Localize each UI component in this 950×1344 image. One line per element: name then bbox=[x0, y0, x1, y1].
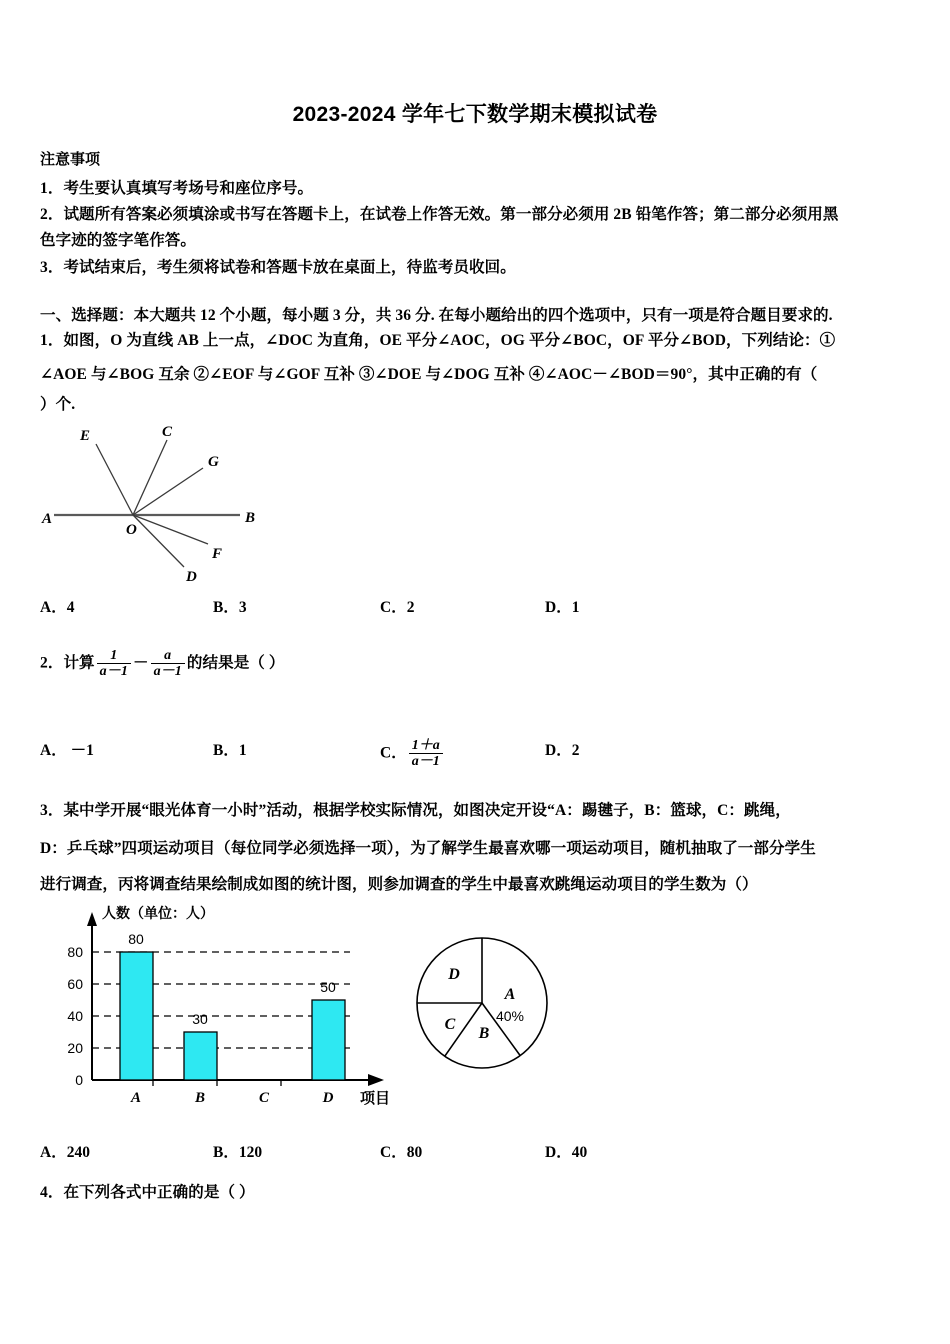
question-3-line-2: D：乒乓球”四项运动项目（每位同学必须选择一项），为了解学生最喜欢哪一项运动项目，随机抽取了一部分学生 bbox=[40, 840, 816, 857]
question-2-minus-sign: － bbox=[132, 654, 149, 672]
question-2-fraction-1 bbox=[97, 648, 131, 679]
question-1-option-c[interactable]: C．2 bbox=[380, 599, 415, 616]
page-title: 2023-2024 学年七下数学期末模拟试卷 bbox=[292, 103, 658, 126]
question-2-stem bbox=[40, 648, 284, 679]
notice-item-2: 2．试题所有答案必须填涂或书写在答题卡上，在试卷上作答无效。第一部分必须用 2B 铅笔作答；第二部分必须用黑 bbox=[40, 206, 839, 223]
question-3-statistics-figure bbox=[50, 900, 630, 1120]
question-1-number: 1． bbox=[40, 332, 64, 349]
question-2-option-c-label: C． bbox=[380, 744, 407, 762]
pie-annotation-A-percent: 40% bbox=[495, 1008, 525, 1024]
geometry-diagram bbox=[40, 420, 330, 585]
bar-chart-x-axis-title: 项目 bbox=[360, 1090, 391, 1107]
question-2-option-b[interactable]: B．1 bbox=[213, 742, 247, 759]
bar-chart-y-axis-title: 人数（单位：人） bbox=[102, 905, 214, 921]
notice-item-2-cont: 色字迹的签字笔作答。 bbox=[40, 232, 197, 249]
question-3-line-1 bbox=[40, 798, 791, 820]
pie-label-A: A bbox=[504, 986, 516, 1003]
ray-OF bbox=[133, 515, 208, 544]
ray-OE bbox=[96, 444, 133, 515]
bar-label-D: 50 bbox=[320, 979, 336, 995]
question-1-option-a[interactable]: A．4 bbox=[40, 599, 75, 616]
question-1-line-2: ∠AOE 与∠BOG 互余 ②∠EOF 与∠GOF 互补 ③∠DOE 与∠DOG 互补 ④∠AOC－∠BOD＝90°，其中正确的有（ bbox=[40, 366, 818, 383]
bar-B bbox=[184, 1032, 217, 1080]
pie-label-B: B bbox=[478, 1025, 490, 1042]
bar-chart bbox=[67, 905, 390, 1107]
question-1-option-d[interactable]: D．1 bbox=[545, 599, 580, 616]
pie-label-C: C bbox=[444, 1016, 456, 1033]
bar-label-B: 30 bbox=[192, 1011, 208, 1027]
option-c-denominator: a－1 bbox=[409, 753, 443, 769]
question-2-option-c[interactable] bbox=[380, 738, 445, 769]
question-2-stem-suffix: 的结果是（ ） bbox=[186, 654, 285, 672]
xcat-D: D bbox=[322, 1090, 334, 1106]
label-F: F bbox=[212, 546, 223, 562]
statistics-charts bbox=[50, 900, 630, 1120]
notice-heading: 注意事项 bbox=[40, 152, 101, 168]
bar-chart-y-axis-arrow bbox=[87, 912, 97, 926]
fraction-1-numerator: 1 bbox=[110, 648, 118, 663]
ytick-20: 20 bbox=[67, 1040, 83, 1056]
question-2-stem-prefix: 计算 bbox=[63, 654, 95, 672]
question-2-option-d[interactable]: D．2 bbox=[545, 742, 580, 759]
question-2-number: 2． bbox=[40, 654, 64, 672]
label-G: G bbox=[208, 454, 219, 470]
notice-item-3: 3．考试结束后，考生须将试卷和答题卡放在桌面上，待监考员收回。 bbox=[40, 259, 516, 276]
question-1-line-3: ）个. bbox=[40, 396, 76, 413]
section-heading: 一、选择题：本大题共 12 个小题，每小题 3 分，共 36 分. 在每小题给出的四个选项中，只有一项是符合题目要求的. bbox=[40, 307, 833, 324]
ytick-80: 80 bbox=[67, 944, 83, 960]
question-1-line-1 bbox=[40, 328, 835, 350]
question-2-option-a[interactable]: A． －1 bbox=[40, 742, 94, 759]
question-2-fraction-2 bbox=[151, 648, 185, 679]
label-C: C bbox=[162, 424, 173, 440]
bar-label-A: 80 bbox=[128, 931, 144, 947]
fraction-1-denominator: a－1 bbox=[97, 663, 131, 679]
bar-D bbox=[312, 1000, 345, 1080]
pie-label-D: D bbox=[448, 966, 460, 983]
ytick-40: 40 bbox=[67, 1008, 83, 1024]
xcat-A: A bbox=[130, 1090, 142, 1106]
option-c-numerator: 1＋a bbox=[411, 738, 440, 753]
question-1-option-b[interactable]: B．3 bbox=[213, 599, 247, 616]
label-E: E bbox=[80, 428, 91, 444]
label-A: A bbox=[42, 511, 53, 527]
question-3-text-1: 某中学开展“眼光体育一小时”活动，根据学校实际情况，如图决定开设“A：踢毽子，B：篮球，C：跳绳， bbox=[63, 802, 791, 819]
question-3-option-c[interactable]: C．80 bbox=[380, 1144, 423, 1161]
question-1-text-1: 如图，O 为直线 AB 上一点，∠DOC 为直角，OE 平分∠AOC，OG 平分∠BOC，OF 平分∠BOD，下列结论：① bbox=[63, 332, 836, 349]
ytick-0: 0 bbox=[75, 1072, 83, 1088]
ytick-60: 60 bbox=[67, 976, 83, 992]
question-4-line-1 bbox=[40, 1180, 255, 1202]
fraction-2-denominator: a－1 bbox=[151, 663, 185, 679]
question-3-option-d[interactable]: D．40 bbox=[545, 1144, 588, 1161]
question-4-text-1: 在下列各式中正确的是（ ） bbox=[63, 1184, 255, 1201]
bar-chart-x-axis-arrow bbox=[368, 1074, 384, 1086]
question-3-line-3: 进行调查，丙将调查结果绘制成如图的统计图，则参加调查的学生中最喜欢跳绳运动项目的学生数为（） bbox=[40, 876, 758, 893]
label-O: O bbox=[126, 522, 137, 538]
question-3-option-a[interactable]: A．240 bbox=[40, 1144, 90, 1161]
question-1-geometry-figure bbox=[40, 420, 330, 585]
xcat-B: B bbox=[194, 1090, 206, 1106]
pie-chart bbox=[417, 938, 547, 1068]
question-4-number: 4． bbox=[40, 1184, 64, 1201]
ray-OD bbox=[133, 515, 184, 567]
bar-A bbox=[120, 952, 153, 1080]
xcat-C: C bbox=[258, 1090, 270, 1106]
question-3-number: 3． bbox=[40, 802, 64, 819]
question-2-option-c-fraction bbox=[409, 738, 443, 769]
fraction-2-numerator: a bbox=[164, 648, 172, 663]
label-D: D bbox=[186, 569, 197, 585]
label-B: B bbox=[245, 510, 256, 526]
notice-item-1: 1．考生要认真填写考场号和座位序号。 bbox=[40, 180, 314, 197]
question-3-option-b[interactable]: B．120 bbox=[213, 1144, 263, 1161]
